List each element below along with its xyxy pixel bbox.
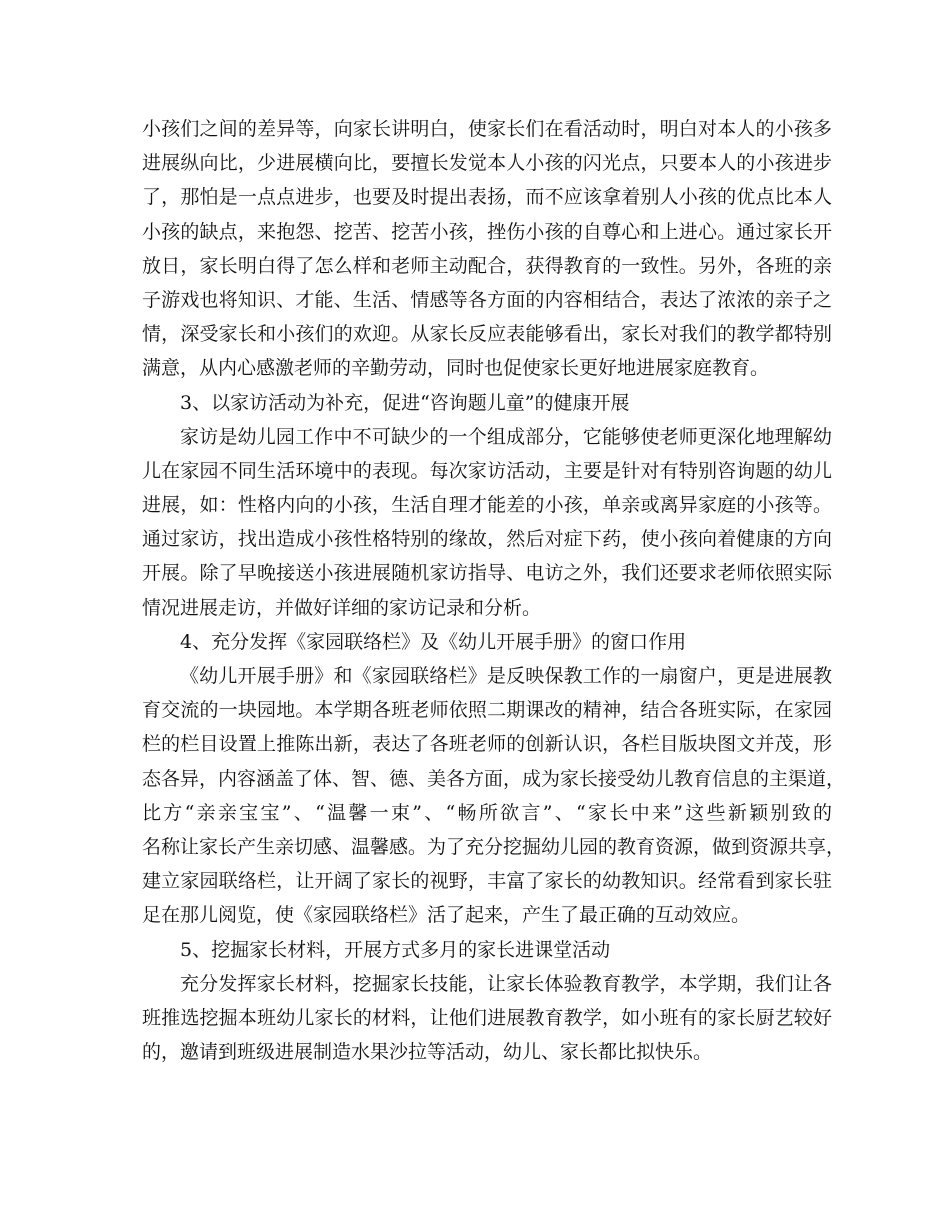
text-line: 充分发挥家长材料，挖掘家长技能，让家长体验教育教学，本学期，我们让各 [180, 972, 832, 995]
text-line: 育交流的一块园地。本学期各班老师依照二期课改的精神，结合各班实际，在家园 [142, 699, 832, 722]
text-line: 进展纵向比，少进展横向比，要擅长发觉本人小孩的闪光点，只要本人的小孩进步 [142, 152, 832, 175]
document-body [142, 112, 846, 1069]
text-line: 子游戏也将知识、才能、生活、情感等各方面的内容相结合，表达了浓浓的亲子之 [142, 288, 832, 311]
text-line: 名称让家长产生亲切感、温馨感。为了充分挖掘幼儿园的教育资源，做到资源共享， [142, 835, 846, 858]
text-line: 比方“亲亲宝宝”、“温馨一束”、“畅所欲言”、“家长中来”这些新颖别致的 [142, 801, 832, 824]
text-line: 进展，如：性格内向的小孩，生活自理才能差的小孩，单亲或离异家庭的小孩等。 [142, 494, 832, 517]
text-line: 《幼儿开展手册》和《家园联络栏》是反映保教工作的一扇窗户，更是进展教 [180, 665, 832, 687]
text-line: 了，那怕是一点点进步，也要及时提出表扬，而不应该拿着别人小孩的优点比本人 [142, 186, 832, 209]
text-line: 情，深受家长和小孩们的欢迎。从家长反应表能够看出，家长对我们的教学都特别 [142, 323, 832, 346]
text-line: 家访是幼儿园工作中不可缺少的一个组成部分，它能够使老师更深化地理解幼 [180, 425, 832, 448]
text-line: 建立家园联络栏，让开阔了家长的视野，丰富了家长的幼教知识。经常看到家长驻 [142, 870, 832, 893]
section-heading: 5、挖掘家长材料，开展方式多月的家长进课堂活动 [180, 938, 611, 961]
section-heading: 3、以家访活动为补充，促进“咨询题儿童”的健康开展 [180, 391, 630, 414]
text-line: 足在那儿阅览，使《家园联络栏》活了起来，产生了最正确的互动效应。 [142, 904, 751, 927]
text-line: 放日，家长明白得了怎么样和老师主动配合，获得教育的一致性。另外，各班的亲 [142, 254, 832, 277]
text-line: 满意，从内心感激老师的辛勤劳动，同时也促使家长更好地进展家庭教育。 [142, 357, 770, 380]
text-line: 态各异，内容涵盖了体、智、德、美各方面，成为家长接受幼儿教育信息的主渠道， [142, 767, 846, 790]
text-line: 小孩们之间的差异等，向家长讲明白，使家长们在看活动时，明白对本人的小孩多 [142, 118, 832, 140]
text-line: 儿在家园不同生活环境中的表现。每次家访活动，主要是针对有特别咨询题的幼儿 [142, 459, 832, 482]
text-line: 栏的栏目设置上推陈出新，表达了各班老师的创新认识，各栏目版块图文并茂，形 [142, 733, 832, 756]
text-line: 班推选挖掘本班幼儿家长的材料，让他们进展教育教学，如小班有的家长厨艺较好 [142, 1006, 832, 1029]
section-heading: 4、充分发挥《家园联络栏》及《幼儿开展手册》的窗口作用 [180, 630, 687, 653]
text-line: 通过家访，找出造成小孩性格特别的缘故，然后对症下药，使小孩向着健康的方向 [142, 528, 832, 551]
text-line: 情况进展走访，并做好详细的家访记录和分析。 [142, 596, 542, 619]
text-line: 小孩的缺点，来抱怨、挖苦、挖苦小孩，挫伤小孩的自尊心和上进心。通过家长开 [142, 220, 832, 243]
text-line: 开展。除了早晚接送小孩进展随机家访指导、电访之外，我们还要求老师依照实际 [142, 562, 832, 585]
text-line: 的，邀请到班级进展制造水果沙拉等活动，幼儿、家长都比拟快乐。 [142, 1041, 713, 1064]
